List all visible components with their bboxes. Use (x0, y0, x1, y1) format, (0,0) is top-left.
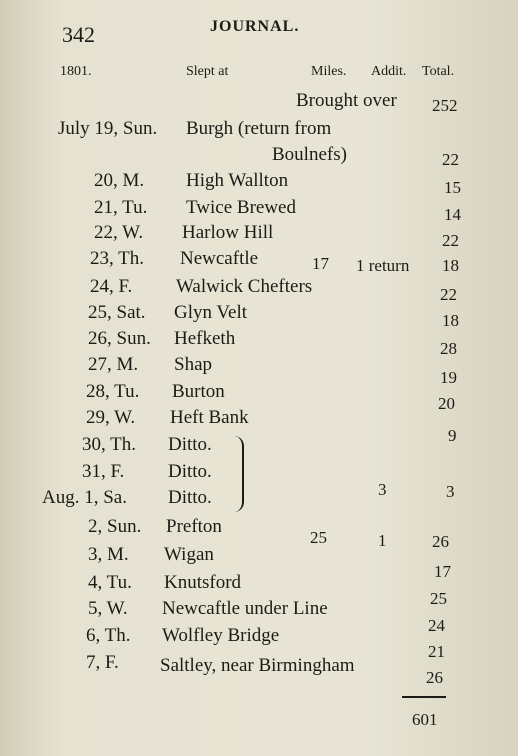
row-date: 30, Th. (82, 434, 137, 455)
row-date: 2, Sun. (88, 516, 142, 537)
row-date: 25, Sat. (88, 302, 146, 323)
row-date: 4, Tu. (88, 572, 132, 593)
row-total: 17 (434, 562, 451, 581)
row-date: 5, W. (88, 598, 128, 619)
row-date: 6, Th. (86, 625, 131, 646)
row-addit: 1 (378, 531, 387, 550)
row-total: 24 (428, 616, 445, 635)
row-miles: 25 (310, 528, 327, 547)
row-date: 21, Tu. (94, 197, 148, 218)
row-date: 23, Th. (90, 248, 145, 269)
row-total: 25 (430, 589, 447, 608)
row-date: July 19, Sun. (58, 118, 158, 139)
row-total: 18 (442, 311, 459, 330)
row-place: Wolfley Bridge (162, 625, 280, 646)
row-place: Burton (172, 381, 225, 402)
row-date: 22, W. (94, 222, 144, 243)
row-place: Hefketh (174, 328, 236, 349)
page-title: JOURNAL. (210, 18, 300, 35)
column-slept-at: Slept at (186, 64, 229, 79)
row-place: Ditto. (168, 461, 212, 482)
row-total: 26 (426, 668, 443, 687)
row-place: Ditto. (168, 434, 212, 455)
row-date: Aug. 1, Sa. (42, 487, 127, 508)
row-place: Harlow Hill (182, 222, 274, 243)
row-total: 26 (432, 532, 449, 551)
row-place: Ditto. (168, 487, 212, 508)
column-total: Total. (422, 64, 455, 79)
column-miles: Miles. (311, 64, 347, 79)
column-year: 1801. (60, 64, 92, 79)
row-place: Knutsford (164, 572, 242, 593)
row-total: 15 (444, 178, 461, 197)
row-date: 28, Tu. (86, 381, 140, 402)
total-rule (402, 696, 446, 698)
row-date: 24, F. (90, 276, 133, 297)
row-total: 21 (428, 642, 445, 661)
row-total: 3 (446, 482, 455, 501)
row-date: 31, F. (82, 461, 125, 482)
row-total: 22 (442, 231, 459, 250)
row-total: 22 (442, 150, 459, 169)
row-place: Twice Brewed (186, 197, 296, 218)
row-place: Newcaftle under Line (162, 598, 328, 619)
row-place: Glyn Velt (174, 302, 248, 323)
row-place: Walwick Chefters (176, 276, 313, 297)
row-total: 14 (444, 205, 461, 224)
row-place: Wigan (164, 544, 214, 565)
row-total: 20 (438, 394, 455, 413)
row-place: Shap (174, 354, 212, 375)
row-place: High Wallton (186, 170, 289, 191)
page-number: 342 (62, 22, 95, 47)
row-total: 9 (448, 426, 457, 445)
row-miles: 17 (312, 254, 329, 273)
row-total: 18 (442, 256, 459, 275)
row-place: Burgh (return from (186, 118, 332, 139)
row-date: 29, W. (86, 407, 136, 428)
grouping-brace (232, 436, 244, 512)
row-date: 26, Sun. (88, 328, 151, 349)
row-date: 7, F. (86, 652, 119, 673)
row-place: Heft Bank (170, 407, 249, 428)
row-date: 27, M. (88, 354, 139, 375)
row-place: Boulnefs) (272, 144, 347, 165)
row-total: 22 (440, 285, 457, 304)
row-date: 3, M. (88, 544, 129, 565)
row-total: 28 (440, 339, 457, 358)
grand-total: 601 (412, 710, 438, 729)
row-place: Saltley, near Birmingham (160, 655, 355, 676)
row-total: 19 (440, 368, 457, 387)
row-addit: 1 return (356, 256, 410, 275)
row-place: Newcaftle (180, 248, 259, 269)
brought-over-value: 252 (432, 96, 458, 115)
row-place: Prefton (166, 516, 222, 537)
row-addit: 3 (378, 480, 387, 499)
column-addit: Addit. (371, 64, 407, 79)
brought-over-label: Brought over (296, 90, 397, 111)
row-date: 20, M. (94, 170, 145, 191)
